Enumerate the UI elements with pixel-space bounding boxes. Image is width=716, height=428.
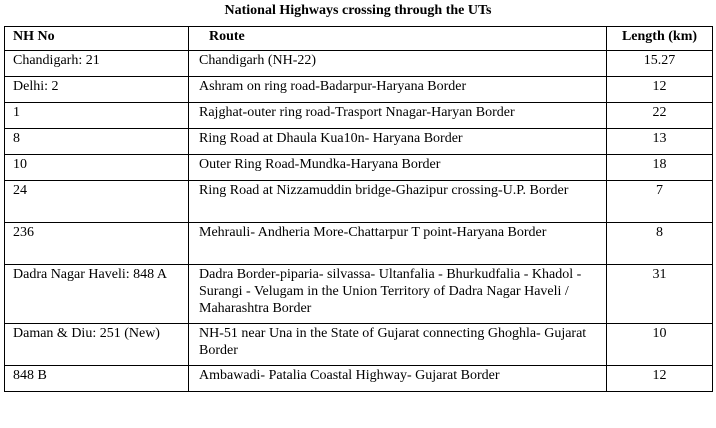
cell-route: Chandigarh (NH-22) (189, 51, 607, 77)
cell-length: 22 (607, 103, 713, 129)
cell-nh: Chandigarh: 21 (5, 51, 189, 77)
cell-nh: Dadra Nagar Haveli: 848 A (5, 265, 189, 324)
cell-route: Rajghat-outer ring road-Trasport Nnagar-Haryan Border (189, 103, 607, 129)
cell-nh: 24 (5, 181, 189, 223)
highways-table (4, 26, 713, 392)
cell-nh: Daman & Diu: 251 (New) (5, 324, 189, 366)
cell-length: 13 (607, 129, 713, 155)
cell-nh: 8 (5, 129, 189, 155)
header-row (5, 27, 713, 51)
cell-route: Ambawadi- Patalia Coastal Highway- Gujarat Border (189, 366, 607, 392)
table-row (5, 155, 713, 181)
header-nh-no: NH No (5, 27, 189, 51)
table-row (5, 129, 713, 155)
cell-length: 15.27 (607, 51, 713, 77)
cell-route: Ashram on ring road-Badarpur-Haryana Border (189, 77, 607, 103)
cell-route: Outer Ring Road-Mundka-Haryana Border (189, 155, 607, 181)
cell-route: NH-51 near Una in the State of Gujarat connecting Ghoghla- Gujarat Border (189, 324, 607, 366)
cell-route: Mehrauli- Andheria More-Chattarpur T point-Haryana Border (189, 223, 607, 265)
table-row (5, 366, 713, 392)
table-title: National Highways crossing through the UTs (224, 3, 492, 18)
cell-nh: 1 (5, 103, 189, 129)
cell-length: 12 (607, 77, 713, 103)
cell-nh: 236 (5, 223, 189, 265)
table-row (5, 223, 713, 265)
table-row (5, 103, 713, 129)
header-length: Length (km) (607, 27, 713, 51)
cell-length: 31 (607, 265, 713, 324)
cell-nh: 848 B (5, 366, 189, 392)
table-row (5, 51, 713, 77)
table-row (5, 77, 713, 103)
header-route: Route (189, 27, 607, 51)
cell-route: Dadra Border-piparia- silvassa- Ultanfalia - Bhurkudfalia - Khadol - Surangi - Velugam in the Union Territory of Dadra Nagar Haveli / Maharashtra Border (189, 265, 607, 324)
cell-length: 7 (607, 181, 713, 223)
table-row (5, 265, 713, 324)
cell-nh: Delhi: 2 (5, 77, 189, 103)
cell-nh: 10 (5, 155, 189, 181)
table-row (5, 181, 713, 223)
cell-length: 12 (607, 366, 713, 392)
cell-length: 8 (607, 223, 713, 265)
cell-route: Ring Road at Nizzamuddin bridge-Ghazipur crossing-U.P. Border (189, 181, 607, 223)
table-row (5, 324, 713, 366)
cell-length: 18 (607, 155, 713, 181)
cell-route: Ring Road at Dhaula Kua10n- Haryana Border (189, 129, 607, 155)
cell-length: 10 (607, 324, 713, 366)
